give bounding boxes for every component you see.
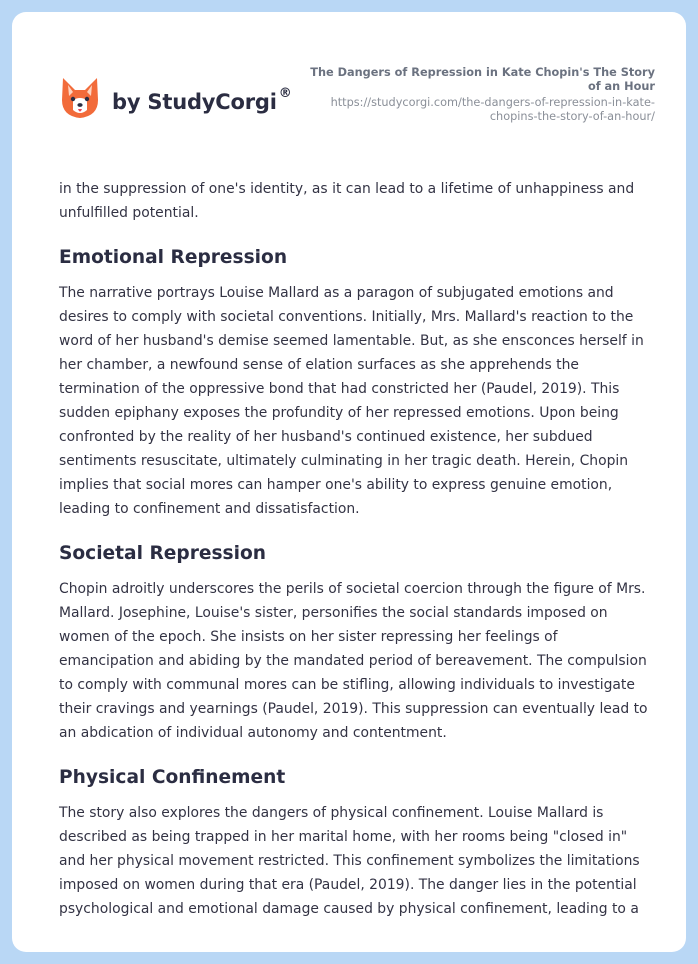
section-paragraph-physical-confinement: The story also explores the dangers of physical confinement. Louise Mallard is described as being trapped in her marital home, with her rooms being "closed in" and her physical movement restricted. This confinement symbolizes the limitations imposed on women during that era (Paudel, 2019). The danger lies in the potential psychological and emotional damage caused by physical confinement, leading to a (59, 805, 640, 917)
studycorgi-logo[interactable] (60, 76, 292, 120)
document-title: The Dangers of Repression in Kate Chopin's The Story of an Hour (310, 66, 655, 93)
section-heading-physical-confinement: Physical Confinement (59, 767, 286, 788)
intro-paragraph: in the suppression of one's identity, as it can lead to a lifetime of unhappiness and unfulfilled potential. (59, 181, 635, 221)
registered-mark: ® (278, 86, 292, 101)
section-heading-emotional-repression: Emotional Repression (59, 247, 288, 268)
section-heading-societal-repression: Societal Repression (59, 543, 266, 564)
section-paragraph-societal-repression: Chopin adroitly underscores the perils of societal coercion through the figure of Mrs. Mallard. Josephine, Louise's sister, personifies the social standards imposed on women of the epoch. She insists on her sister repressing her feelings of emancipation and abiding by the mandated period of bereavement. The compulsion to comply with communal mores can be stifling, allowing individuals to investigate their cravings and yearnings (Paudel, 2019). This suppression can eventually lead to an abdication of individual autonomy and contentment. (59, 581, 648, 741)
brand-name: by StudyCorgi ® (112, 86, 292, 114)
document-url[interactable]: https://studycorgi.com/the-dangers-of-repression-in-kate-chopins-the-story-of-an-hour/ (330, 96, 655, 123)
page-card (12, 12, 686, 952)
section-paragraph-emotional-repression: The narrative portrays Louise Mallard as a paragon of subjugated emotions and desires to comply with societal conventions. Initially, Mrs. Mallard's reaction to the word of her husband's demise seemed lamentable. But, as she ensconces herself in her chamber, a newfound sense of elation surfaces as she apprehends the termination of the oppressive bond that had constricted her (Paudel, 2019). This sudden epiphany exposes the profundity of her repressed emotions. Upon being confronted by the reality of her husband's continued existence, her subdued sentiments resuscitate, ultimately culminating in her tragic death. Herein, Chopin implies that social mores can hamper one's ability to express genuine emotion, leading to confinement and dissatisfaction. (59, 285, 644, 517)
document-meta (295, 66, 655, 124)
article-body (59, 177, 655, 921)
corgi-logo-icon (60, 76, 100, 120)
